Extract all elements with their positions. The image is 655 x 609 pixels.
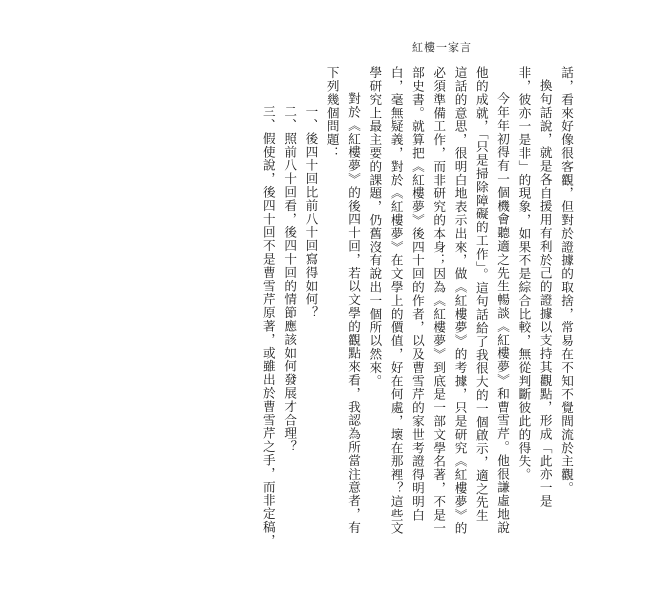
text-line: 部史書。就算把《紅樓夢》後四十回的作者，以及曹雪芹的家世考證得明明白: [409, 66, 425, 522]
body-text: [258, 66, 577, 566]
text-line: 非，彼亦一是非」的現象，如果不是綜合比較，無從判斷彼此的得失。: [516, 66, 532, 482]
text-line: 這話的意思，很明白地表示出來，做《紅樓夢》的考據，只是研究《紅樓夢》的: [452, 66, 468, 535]
text-line: 學研究上最主要的課題，仍舊沒有說出一個所以然來。: [367, 66, 383, 388]
text-line: 白，毫無疑義，對於《紅樓夢》在文學上的價值，好在何處，壞在那裡？這些文: [388, 66, 404, 535]
list-item: 二、照前八十回看，後四十回的情節應該如何發展才合理？: [282, 105, 298, 454]
text-line: 換句話說，就是各自援用有利於己的證據以支持其觀點，形成「此亦一是: [537, 79, 553, 508]
text-line: 今年年初得有一個機會聽適之先生暢談《紅樓夢》和曹雪芹。他很謙虛地說: [495, 92, 511, 535]
list-item: 三、假使說，後四十回不是曹雪芹原著，或雖出於曹雪芹之手，而非定稿，: [260, 105, 276, 548]
text-line: 他的成就，「只是掃除障礙的工作」。這句話給了我很大的一個啟示，適之先生: [473, 66, 489, 523]
text-line: 對於《紅樓夢》的後四十回，若以文學的觀點來看，我認為所當注意者，有: [346, 92, 362, 535]
running-header: 紅樓一家言: [412, 41, 472, 54]
text-line: 必須準備工作，而非研究的本身；因為《紅樓夢》到底是一部文學名著，不是一: [431, 66, 447, 535]
list-item: 一、後四十回比前八十回寫得如何？: [303, 105, 319, 320]
text-line: 話，看來好像很客觀，但對於證據的取捨，常易在不知不覺間流於主觀。: [559, 66, 574, 495]
text-line: 下列幾個問題：: [324, 66, 340, 160]
